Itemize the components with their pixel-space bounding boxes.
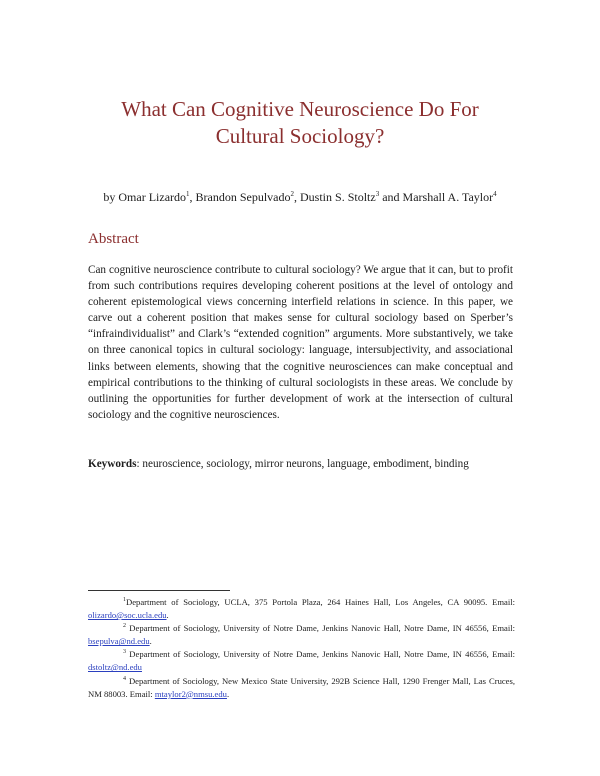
abstract-heading: Abstract	[88, 231, 139, 247]
author-3: Dustin S. Stoltz	[300, 190, 376, 204]
footnote-4-email-link[interactable]: mtaylor2@nmsu.edu	[154, 688, 227, 699]
footnote-1-text: Department of Sociology, UCLA, 375 Portola Plaza, 264 Haines Hall, Los Angeles, CA 90095. Email:	[126, 597, 515, 607]
footnote-3-mark: 3	[123, 649, 126, 656]
footnote-3-email-link[interactable]: dstoltz@nd.edu	[88, 662, 142, 673]
footnote-4	[88, 675, 515, 701]
footnote-2-mark: 2	[123, 623, 126, 630]
keywords-line	[88, 456, 528, 472]
footnote-1-email-link[interactable]: olizardo@soc.ucla.edu	[88, 610, 167, 621]
author-4-mark: 4	[493, 190, 497, 198]
abstract-text: Can cognitive neuroscience contribute to cultural sociology? We argue that it can, but to profit from such contributions requires developing coherent positions at the level of ontology and coherent epistemological views concerning interfield relations in science. In this paper, we carve out a coherent position that makes sense for cultural sociology based on Sperber’s “infraindividualist” and Clark’s “extended cognition” arguments. More substantively, we take on three canonical topics in cultural sociology: language, intersubjectivity, and associational links between elements, showing that the cognitive neurosciences can make conceptual and empirical contributions to the thinking of cultural sociologists in these areas. We conclude by outlining the opportunities for further development of work at the intersection of cultural sociology and the cognitive neurosciences.	[88, 264, 513, 421]
author-3-mark: 3	[375, 190, 380, 198]
author-2-mark: 2	[290, 190, 295, 198]
author-sep-1: ,	[189, 190, 196, 204]
footnote-2	[88, 622, 515, 648]
paper-title-line-2: Cultural Sociology?	[215, 124, 385, 148]
footnotes	[88, 596, 515, 701]
keywords-label: Keywords	[88, 458, 137, 470]
footnote-3	[88, 648, 515, 674]
footnote-4-text: Department of Sociology, New Mexico State University, 292B Science Hall, 1290 Frenger Mall, Las Cruces, NM 88003. Email:	[88, 675, 515, 699]
author-4: Marshall A. Taylor	[402, 190, 494, 204]
author-2: Brandon Sepulvado	[195, 190, 291, 204]
paper-title	[60, 96, 540, 150]
footnote-4-mark: 4	[123, 675, 126, 682]
footnote-2-end: .	[149, 636, 152, 647]
footnote-3-text: Department of Sociology, University of Notre Dame, Jenkins Nanovic Hall, Notre Dame, IN 46556, Email:	[126, 649, 515, 660]
author-1: Omar Lizardo	[118, 190, 187, 204]
author-sep-2: ,	[294, 190, 301, 204]
keywords-text: : neuroscience, sociology, mirror neurons, language, embodiment, binding	[136, 458, 469, 470]
footnote-1-end: .	[166, 610, 169, 621]
author-sep-3: and	[379, 190, 403, 204]
footnote-divider	[88, 590, 230, 591]
footnote-2-text: Department of Sociology, University of Notre Dame, Jenkins Nanovic Hall, Notre Dame, IN 46556, Email:	[126, 623, 515, 634]
footnote-2-email-link[interactable]: bsepulva@nd.edu	[88, 636, 150, 647]
footnote-4-end: .	[226, 688, 230, 699]
author-1-mark: 1	[186, 190, 190, 198]
author-byline	[40, 189, 560, 205]
footnote-1	[88, 596, 515, 622]
byline-prefix: by	[103, 190, 119, 204]
paper-title-line-1: What Can Cognitive Neuroscience Do For	[121, 97, 479, 121]
footnote-1-mark: 1	[123, 597, 126, 604]
